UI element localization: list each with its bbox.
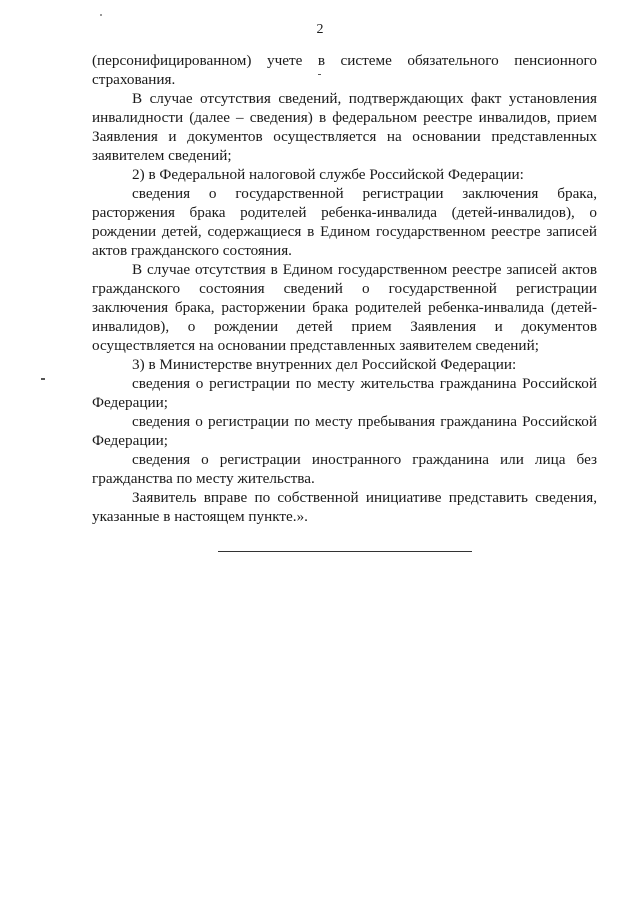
document-body [92,51,597,526]
scan-speck [100,14,102,16]
paragraph: (персонифицированном) учете в системе обязательного пенсионного страхования. [92,52,597,88]
paragraph: В случае отсутствия сведений, подтверждающих факт установления инвалидности (далее – сведения) в федеральном реестре инвалидов, прием Заявления и документов осуществляется на основании представленных заявителем сведений; [92,90,597,164]
page-number: 2 [316,22,324,37]
scan-speck [318,74,321,75]
paragraph: сведения о регистрации по месту жительства гражданина Российской Федерации; [92,375,597,411]
scan-speck [41,378,45,380]
paragraph: Заявитель вправе по собственной инициативе представить сведения, указанные в настоящем пункте.». [92,489,597,525]
paragraph: В случае отсутствия в Едином государственном реестре записей актов гражданского состояния сведений о государственной регистрации заключения брака, расторжении брака родителей ребенка-инвалида (детей-инвалидов), о рождении детей прием Заявления и документов осуществляется на основании представленных заявителем сведений; [92,261,597,354]
paragraph: сведения о регистрации по месту пребывания гражданина Российской Федерации; [92,413,597,449]
closing-rule [218,551,472,552]
paragraph: 2) в Федеральной налоговой службе Российской Федерации: [132,166,524,183]
paragraph: сведения о регистрации иностранного гражданина или лица без гражданства по месту жительства. [92,451,597,487]
paragraph: 3) в Министерстве внутренних дел Российской Федерации: [132,356,517,373]
paragraph: сведения о государственной регистрации заключения брака, расторжения брака родителей ребенка-инвалида (детей-инвалидов), о рождении детей, содержащиеся в Едином государственном реестре записей актов гражданского состояния. [92,185,597,259]
